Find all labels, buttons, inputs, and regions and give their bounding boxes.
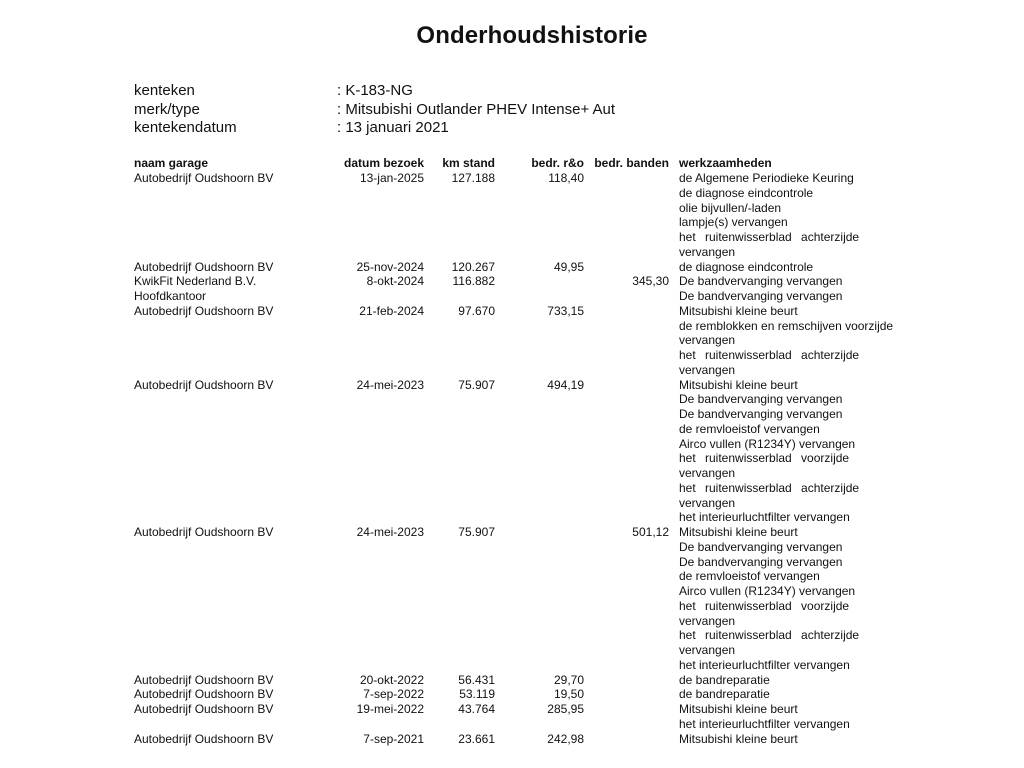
cell-km: 116.882 bbox=[452, 274, 495, 289]
work-item: vervangen bbox=[679, 466, 736, 480]
cell-date: 21-feb-2024 bbox=[359, 303, 424, 318]
cell-amount-ro: 494,19 bbox=[547, 377, 584, 392]
cell-garage bbox=[134, 732, 324, 747]
column-header-amount-tires: bedr. banden bbox=[594, 156, 669, 170]
garage-name-line: Hoofdkantoor bbox=[134, 289, 207, 303]
cell-garage bbox=[134, 702, 324, 717]
work-item: het ruitenwisserblad achterzijde bbox=[679, 480, 860, 495]
column-header-date: datum bezoek bbox=[343, 156, 424, 170]
garage-name-line: Autobedrijf Oudshoorn BV bbox=[134, 171, 274, 185]
cell-date: 25-nov-2024 bbox=[356, 259, 424, 274]
cell-date: 20-okt-2022 bbox=[359, 672, 424, 687]
cell-work bbox=[679, 260, 1009, 275]
work-item: het interieurluchtfilter vervangen bbox=[679, 510, 850, 525]
cell-work bbox=[679, 378, 1009, 526]
cell-work bbox=[679, 171, 1009, 260]
work-item: vervangen bbox=[679, 244, 736, 259]
work-item: De bandvervanging vervangen bbox=[679, 392, 843, 407]
work-item: het interieurluchtfilter vervangen bbox=[679, 657, 850, 672]
vehicle-field-label: kentekendatum bbox=[134, 119, 237, 136]
work-item: de remblokken en remschijven voorzijde bbox=[679, 318, 894, 333]
cell-date: 7-sep-2021 bbox=[363, 731, 424, 746]
cell-garage bbox=[134, 378, 324, 393]
work-item: de remvloeistof vervangen bbox=[679, 421, 820, 436]
cell-amount-ro: 285,95 bbox=[547, 702, 584, 716]
work-item: vervangen bbox=[679, 495, 736, 510]
table-body bbox=[0, 171, 1024, 746]
garage-name-line: Autobedrijf Oudshoorn BV bbox=[134, 303, 274, 318]
cell-amount-ro: 242,98 bbox=[547, 731, 584, 746]
work-item: De bandvervanging vervangen bbox=[679, 539, 843, 554]
column-header-amount-ro: bedr. r&o bbox=[531, 156, 584, 170]
cell-work bbox=[679, 702, 1009, 732]
work-item: het ruitenwisserblad achterzijde bbox=[679, 230, 860, 244]
work-item: De bandvervanging vervangen bbox=[679, 554, 843, 569]
cell-km: 75.907 bbox=[458, 525, 495, 539]
cell-work bbox=[679, 525, 1009, 673]
page-title: Onderhoudshistorie bbox=[416, 22, 648, 49]
cell-amount-ro: 733,15 bbox=[547, 303, 584, 318]
cell-date: 8-okt-2024 bbox=[366, 274, 424, 289]
cell-garage bbox=[134, 525, 324, 540]
cell-amount-ro: 19,50 bbox=[553, 687, 584, 702]
cell-km: 43.764 bbox=[458, 702, 495, 716]
table-row bbox=[0, 274, 1024, 304]
vehicle-field-label: kenteken bbox=[134, 82, 195, 99]
work-item: de remvloeistof vervangen bbox=[679, 569, 820, 584]
work-item: De bandvervanging vervangen bbox=[679, 407, 843, 421]
work-item: de Algemene Periodieke Keuring bbox=[679, 171, 854, 185]
vehicle-field-value: : K-183-NG bbox=[337, 82, 413, 99]
work-item: het ruitenwisserblad achterzijde bbox=[679, 628, 860, 643]
work-item: de diagnose eindcontrole bbox=[679, 185, 814, 200]
cell-km: 56.431 bbox=[458, 672, 495, 687]
cell-amount-tires: 345,30 bbox=[632, 274, 669, 289]
work-item: Airco vullen (R1234Y) vervangen bbox=[679, 436, 856, 451]
cell-amount-tires: 501,12 bbox=[632, 525, 669, 539]
cell-amount-ro: 118,40 bbox=[548, 171, 584, 185]
garage-name-line: Autobedrijf Oudshoorn BV bbox=[134, 259, 274, 274]
maintenance-history-table bbox=[0, 156, 1024, 746]
garage-name-line: KwikFit Nederland B.V. bbox=[134, 274, 257, 289]
column-header-km: km stand bbox=[442, 156, 495, 170]
cell-date: 24-mei-2023 bbox=[356, 377, 424, 392]
cell-km: 53.119 bbox=[459, 687, 495, 702]
work-item: het interieurluchtfilter vervangen bbox=[679, 716, 850, 731]
cell-garage bbox=[134, 260, 324, 275]
garage-name-line: Autobedrijf Oudshoorn BV bbox=[134, 672, 274, 687]
cell-km: 23.661 bbox=[458, 731, 495, 746]
cell-garage bbox=[134, 673, 324, 688]
table-row bbox=[0, 687, 1024, 702]
column-header-garage: naam garage bbox=[134, 156, 209, 170]
cell-work bbox=[679, 304, 1009, 378]
cell-work bbox=[679, 687, 1009, 702]
garage-name-line: Autobedrijf Oudshoorn BV bbox=[134, 731, 274, 746]
table-row bbox=[0, 525, 1024, 673]
table-row bbox=[0, 673, 1024, 688]
work-item: De bandvervanging vervangen bbox=[679, 274, 843, 289]
garage-name-line: Autobedrijf Oudshoorn BV bbox=[134, 687, 274, 702]
table-row bbox=[0, 304, 1024, 378]
work-item: De bandvervanging vervangen bbox=[679, 289, 843, 303]
cell-date: 24-mei-2023 bbox=[356, 525, 424, 539]
cell-garage bbox=[134, 274, 324, 304]
work-item: lampje(s) vervangen bbox=[679, 215, 788, 230]
cell-date: 13-jan-2025 bbox=[359, 171, 424, 185]
table-header-row bbox=[0, 156, 1024, 171]
vehicle-field-label: merk/type bbox=[134, 100, 200, 118]
work-item: het ruitenwisserblad achterzijde bbox=[679, 348, 860, 362]
work-item: Mitsubishi kleine beurt bbox=[679, 702, 798, 716]
work-item: de diagnose eindcontrole bbox=[679, 259, 814, 274]
column-header-work: werkzaamheden bbox=[679, 156, 772, 170]
work-item: het ruitenwisserblad voorzijde bbox=[679, 451, 850, 466]
table-row bbox=[0, 171, 1024, 260]
garage-name-line: Autobedrijf Oudshoorn BV bbox=[134, 525, 274, 539]
work-item: Airco vullen (R1234Y) vervangen bbox=[679, 584, 856, 598]
cell-amount-ro: 29,70 bbox=[553, 672, 584, 687]
vehicle-field-value: : Mitsubishi Outlander PHEV Intense+ Aut bbox=[337, 100, 616, 118]
work-item: Mitsubishi kleine beurt bbox=[679, 377, 798, 392]
cell-km: 120.267 bbox=[451, 259, 495, 274]
cell-km: 127.188 bbox=[451, 171, 495, 185]
cell-date: 19-mei-2022 bbox=[356, 702, 424, 716]
work-item: Mitsubishi kleine beurt bbox=[679, 525, 798, 539]
cell-date: 7-sep-2022 bbox=[363, 687, 424, 702]
cell-km: 75.907 bbox=[458, 377, 495, 392]
cell-work bbox=[679, 732, 1009, 747]
work-item: de bandreparatie bbox=[679, 672, 770, 687]
work-item: de bandreparatie bbox=[679, 687, 770, 702]
garage-name-line: Autobedrijf Oudshoorn BV bbox=[134, 702, 274, 716]
work-item: vervangen bbox=[679, 643, 736, 657]
table-row bbox=[0, 702, 1024, 732]
cell-garage bbox=[134, 171, 324, 186]
vehicle-field-value: : 13 januari 2021 bbox=[337, 119, 449, 136]
cell-km: 97.670 bbox=[458, 303, 495, 318]
table-row bbox=[0, 732, 1024, 747]
work-item: vervangen bbox=[679, 362, 736, 377]
work-item: Mitsubishi kleine beurt bbox=[679, 731, 798, 746]
cell-amount-ro: 49,95 bbox=[553, 259, 584, 274]
table-row bbox=[0, 260, 1024, 275]
work-item: Mitsubishi kleine beurt bbox=[679, 303, 798, 318]
cell-garage bbox=[134, 304, 324, 319]
cell-garage bbox=[134, 687, 324, 702]
work-item: vervangen bbox=[679, 333, 736, 348]
cell-work bbox=[679, 673, 1009, 688]
work-item: vervangen bbox=[679, 613, 736, 628]
table-row bbox=[0, 378, 1024, 526]
cell-work bbox=[679, 274, 1009, 304]
work-item: het ruitenwisserblad voorzijde bbox=[679, 598, 850, 613]
work-item: olie bijvullen/-laden bbox=[679, 200, 782, 215]
garage-name-line: Autobedrijf Oudshoorn BV bbox=[134, 377, 274, 392]
